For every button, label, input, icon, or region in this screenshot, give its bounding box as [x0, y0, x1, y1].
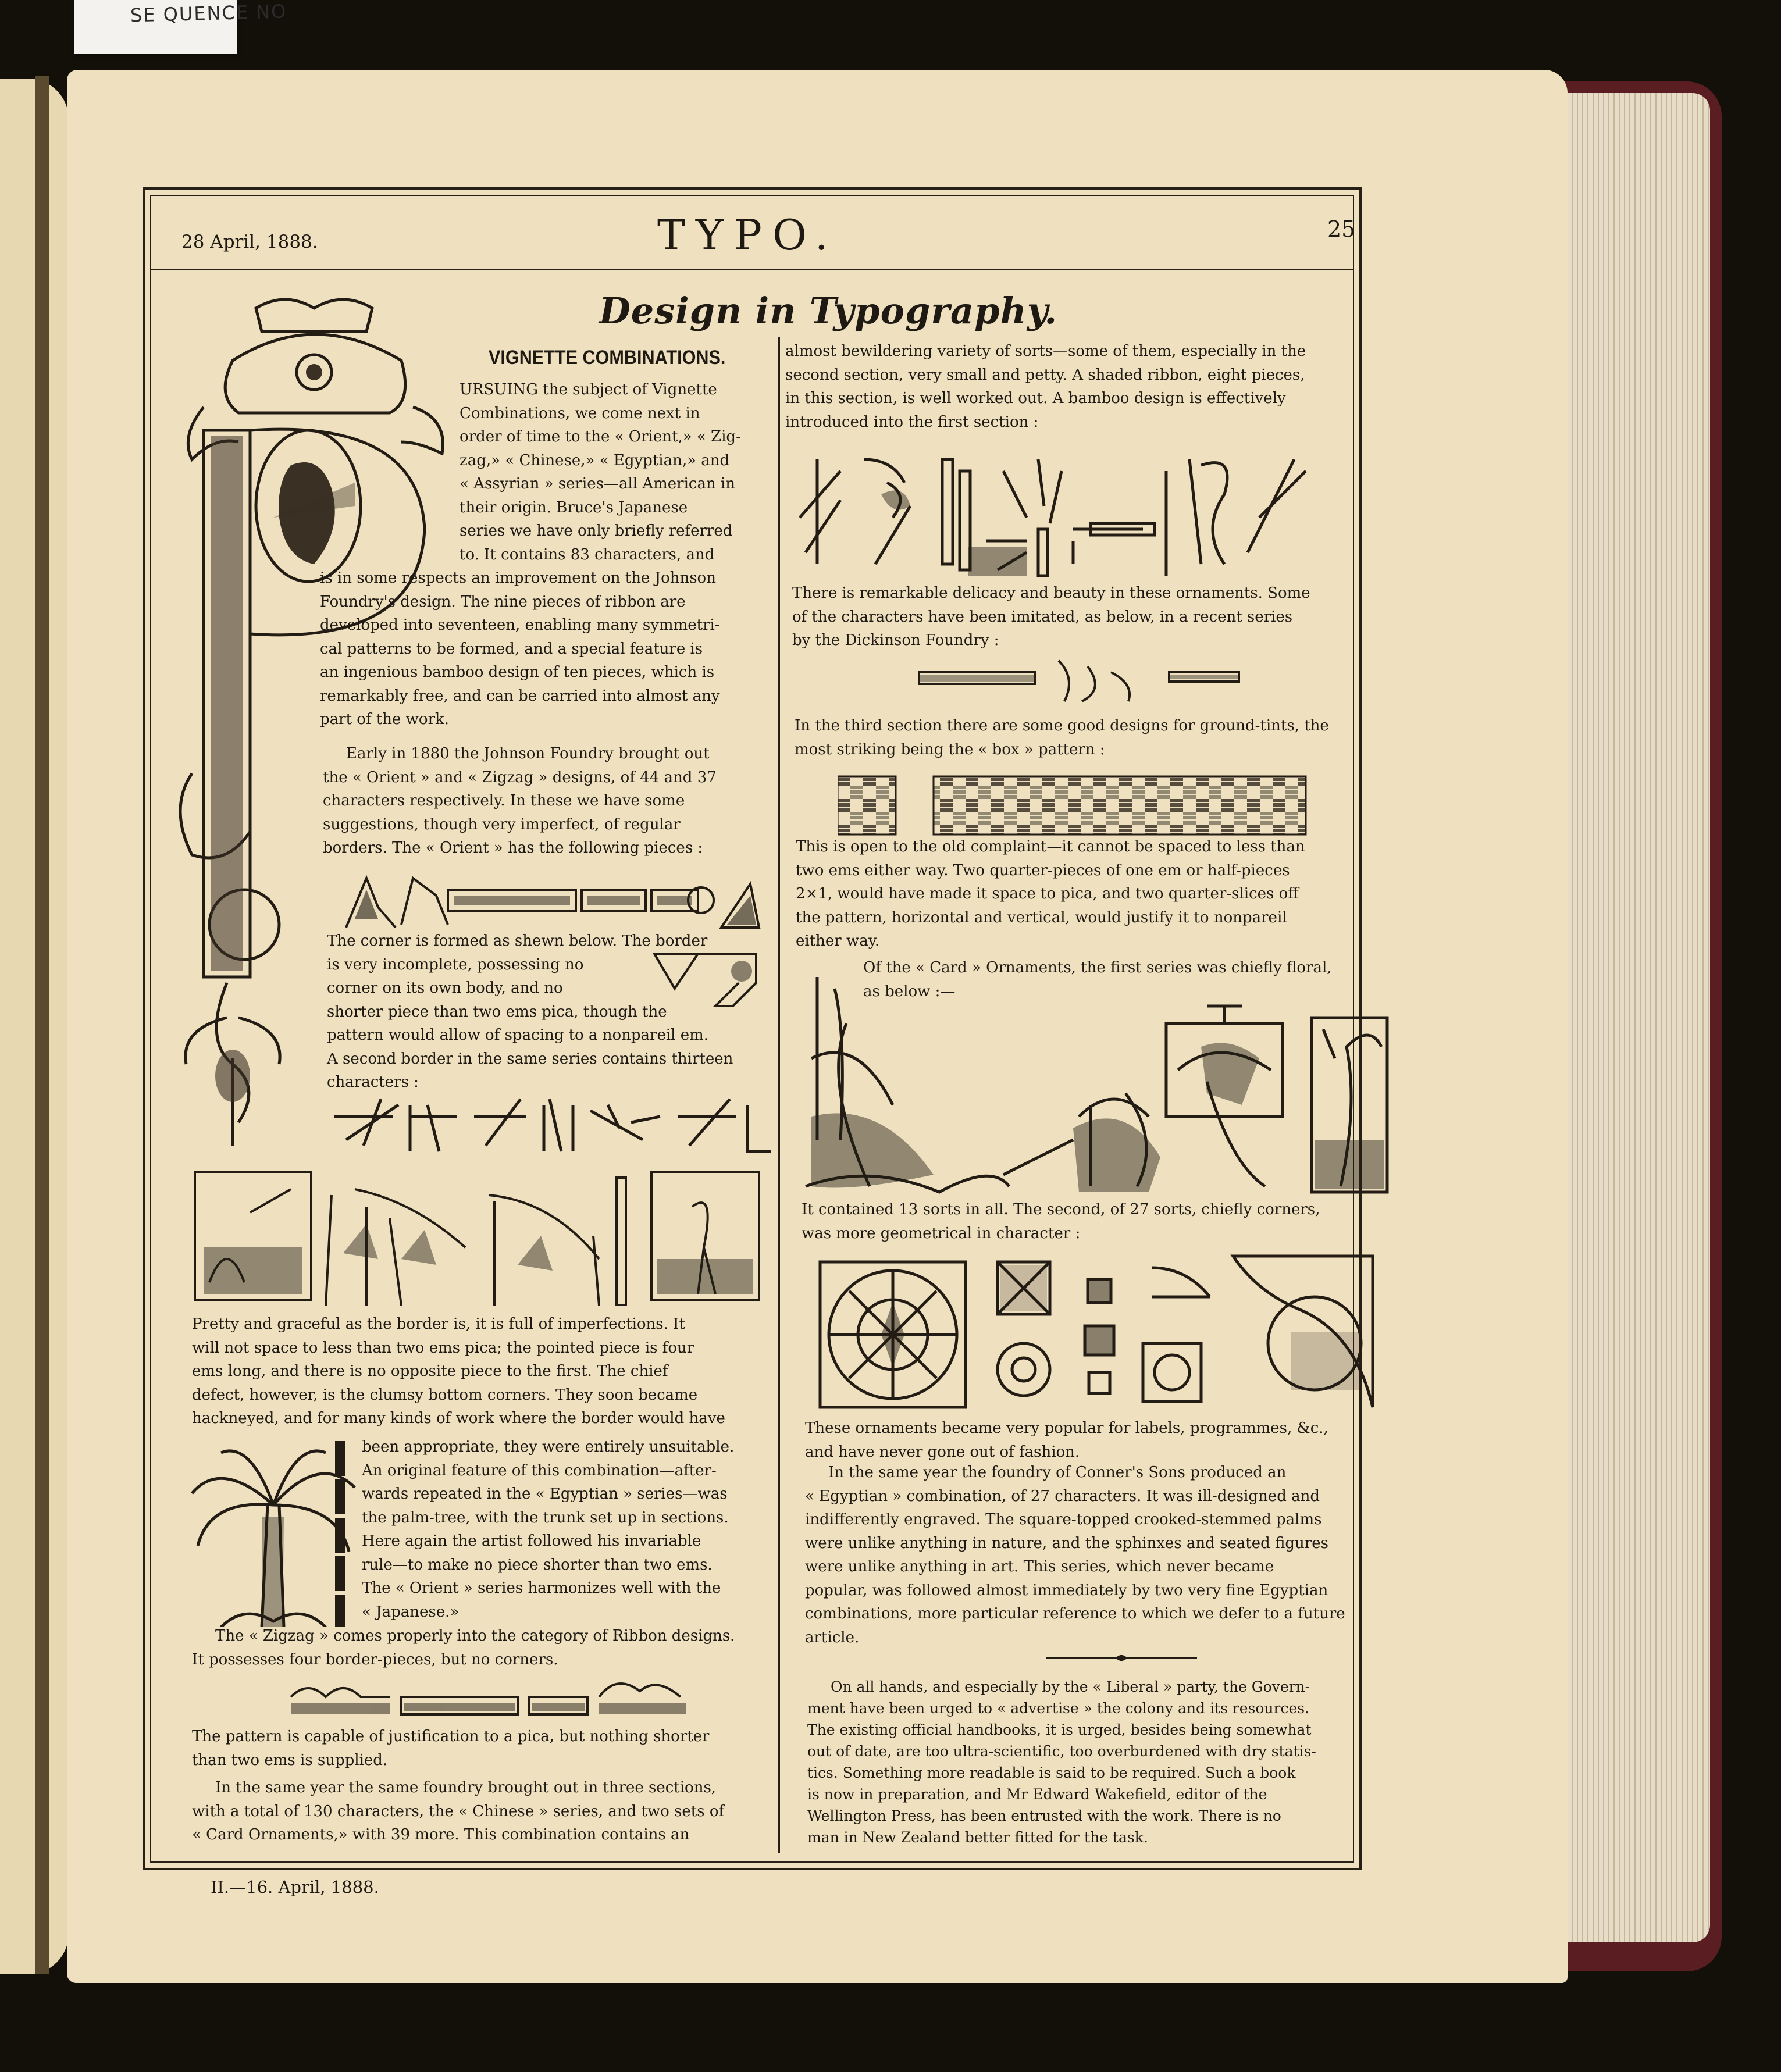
left-page-edge — [0, 79, 69, 1974]
footer-signature: II.—16. April, 1888. — [211, 1877, 379, 1897]
text-line: order of time to the « Orient,» « Zig- — [460, 428, 741, 445]
text-line: A second border in the same series contains thirteen — [327, 1050, 733, 1068]
col2-paragraph-3 — [795, 714, 1359, 761]
text-line: the pattern, horizontal and vertical, would justify it to nonpareil — [796, 908, 1287, 926]
text-line: Combinations, we come next in — [460, 404, 700, 422]
text-line: In the same year the same foundry brought out in three sections, — [215, 1779, 717, 1796]
text-line: and have never gone out of fashion. — [805, 1443, 1080, 1461]
col1-paragraph-7 — [192, 1725, 774, 1772]
text-line: an ingenious bamboo design of ten pieces, which is — [320, 664, 715, 681]
text-line: to. It contains 83 characters, and — [460, 545, 715, 564]
col1-paragraph-1-cont — [320, 566, 762, 732]
text-line: second section, very small and petty. A shaded ribbon, eight pieces, — [785, 366, 1305, 384]
card-ornaments-floral — [800, 965, 1393, 1198]
text-line: tics. Something more readable is said to be required. Such a book — [807, 1764, 1296, 1781]
text-line: pattern would allow of spacing to a nonpareil em. — [327, 1026, 709, 1044]
zigzag-border-pieces — [285, 1674, 692, 1720]
text-line: is very incomplete, possessing no — [327, 955, 584, 973]
text-line: suggestions, though very imperfect, of regular — [323, 815, 681, 833]
text-line: hackneyed, and for many kinds of work where the border would have — [192, 1410, 725, 1427]
text-line: their origin. Bruce's Japanese — [460, 498, 688, 516]
text-line: characters respectively. In these we have some — [323, 792, 685, 809]
text-line: zag,» « Chinese,» « Egyptian,» and — [460, 451, 730, 469]
text-line: The corner is formed as shewn below. The border — [327, 932, 708, 950]
japanese-bamboo-border — [329, 1093, 771, 1157]
text-line: remarkably free, and can be carried into almost any — [320, 687, 720, 705]
text-line: is in some respects an improvement on the Johnson — [320, 569, 716, 587]
col1-paragraph-8 — [192, 1776, 774, 1847]
col1-paragraph-5 — [362, 1435, 763, 1624]
text-line: was more geometrical in character : — [802, 1224, 1081, 1242]
text-line: The « Zigzag » comes properly into the category of Ribbon designs. — [215, 1627, 735, 1645]
text-line: characters : — [327, 1074, 419, 1091]
dickinson-bamboo-imitation — [913, 655, 1245, 707]
column-rule — [778, 337, 780, 1853]
article-title: Design in Typography. — [599, 290, 1058, 332]
text-line: URSUING the subject of Vignette — [460, 381, 717, 398]
book-gutter — [35, 76, 49, 1974]
section-divider — [1046, 1655, 1197, 1661]
text-line: series we have only briefly referred — [460, 522, 733, 540]
text-line: Here again the artist followed his invariable — [362, 1532, 701, 1550]
issue-date: 28 April, 1888. — [181, 231, 318, 252]
text-line: ems long, and there is no opposite piece to the first. The chief — [192, 1363, 668, 1380]
text-line: The « Orient » series harmonizes well with the — [362, 1579, 721, 1597]
text-line: Wellington Press, has been entrusted with the work. There is no — [807, 1807, 1281, 1824]
text-line: developed into seventeen, enabling many symmetri- — [320, 616, 720, 634]
text-line: defect, however, is the clumsy bottom corners. They soon became — [192, 1386, 698, 1404]
text-line: It possesses four border-pieces, but no corners. — [192, 1650, 558, 1668]
text-line: The pattern is capable of justification to a pica, but nothing shorter — [192, 1728, 710, 1745]
text-line: part of the work. — [320, 711, 450, 728]
col2-paragraph-2 — [792, 582, 1356, 652]
box-ground-tint-pattern — [838, 773, 1344, 837]
text-line: corner on its own body, and no — [327, 979, 563, 997]
text-line: « Egyptian » combination, of 27 characters. It was ill-designed and — [805, 1487, 1320, 1505]
text-line: introduced into the first section : — [785, 413, 1039, 431]
col1-paragraph-1 — [460, 378, 756, 566]
text-line: almost bewildering variety of sorts—some of them, especially in the — [785, 343, 1306, 360]
card-ornaments-geometric — [814, 1250, 1379, 1413]
text-line: been appropriate, they were entirely unsuitable. — [362, 1438, 735, 1456]
text-line: In the third section there are some good designs for ground-tints, the — [795, 717, 1329, 734]
text-line: as below :— — [863, 982, 956, 1000]
text-line: man in New Zealand better fitted for the task. — [807, 1829, 1148, 1846]
text-line: This is open to the old complaint—it cannot be spaced to less than — [796, 838, 1305, 855]
section-heading: VIGNETTE COMBINATIONS. — [489, 347, 726, 369]
text-line: will not space to less than two ems pica; the pointed piece is four — [192, 1339, 694, 1357]
text-line: rule—to make no piece shorter than two ems. — [362, 1556, 713, 1574]
text-line: These ornaments became very popular for labels, programmes, &c., — [805, 1420, 1328, 1437]
page-number: 25 — [1327, 216, 1356, 242]
text-line: most striking being the « box » pattern : — [795, 740, 1105, 758]
col2-paragraph-1 — [785, 340, 1355, 434]
orient-corner-piece — [651, 948, 762, 1012]
text-line: combinations, more particular reference to which we defer to a future — [805, 1605, 1345, 1622]
col1-paragraph-4 — [192, 1313, 774, 1431]
text-line: Pretty and graceful as the border is, it is full of imperfections. It — [192, 1315, 685, 1333]
masthead: TYPO. — [657, 211, 839, 259]
text-line: borders. The « Orient » has the following pieces : — [323, 839, 703, 857]
text-line: article. — [805, 1628, 860, 1646]
chinese-bamboo-ornaments — [794, 448, 1370, 582]
text-line: two ems either way. Two quarter-pieces of one em or half-pieces — [796, 861, 1290, 879]
text-line: than two ems is supplied. — [192, 1751, 388, 1769]
text-line: of the characters have been imitated, as below, in a recent series — [792, 608, 1293, 626]
text-line: shorter piece than two ems pica, though the — [327, 1003, 667, 1021]
text-line: There is remarkable delicacy and beauty in these ornaments. Some — [792, 584, 1310, 602]
text-line: An original feature of this combination—after- — [362, 1461, 717, 1479]
header-rule — [150, 269, 1354, 274]
text-line: « Assyrian » series—all American in — [460, 475, 736, 493]
text-line: Foundry's design. The nine pieces of ribbon are — [320, 593, 686, 611]
col2-paragraph-9 — [807, 1676, 1366, 1848]
japanese-corner-scenes — [192, 1166, 762, 1306]
text-line: « Japanese.» — [362, 1603, 460, 1621]
col2-paragraph-7 — [805, 1417, 1363, 1464]
paper-tab — [74, 0, 287, 54]
text-line: were unlike anything in art. This series, which never became — [805, 1558, 1274, 1575]
text-line: is now in preparation, and Mr Edward Wakefield, editor of the — [807, 1786, 1267, 1803]
text-line: indifferently engraved. The square-topped crooked-stemmed palms — [805, 1511, 1322, 1528]
text-line: Early in 1880 the Johnson Foundry brought out — [346, 745, 710, 762]
text-line: cal patterns to be formed, and a special feature is — [320, 640, 703, 658]
col1-paragraph-2 — [323, 742, 765, 860]
text-line: In the same year the foundry of Conner's Sons produced an — [828, 1464, 1287, 1481]
palm-trunk-sections — [334, 1441, 348, 1627]
text-line: either way. — [796, 932, 880, 950]
text-line: 2×1, would have made it space to pica, and two quarter-slices off — [796, 885, 1299, 903]
text-line: the palm-tree, with the trunk set up in sections. — [362, 1508, 729, 1527]
orient-border-pieces — [343, 872, 762, 930]
col2-paragraph-8 — [805, 1461, 1363, 1649]
text-line: were unlike anything in nature, and the sphinxes and seated figures — [805, 1534, 1328, 1552]
text-line: It contained 13 sorts in all. The second, of 27 sorts, chiefly corners, — [802, 1201, 1320, 1218]
col2-paragraph-4 — [796, 835, 1354, 953]
text-line: Of the « Card » Ornaments, the first series was chiefly floral, — [863, 959, 1332, 976]
text-line: with a total of 130 characters, the « Chinese » series, and two sets of — [192, 1802, 725, 1820]
text-line: out of date, are too ultra-scientific, too overburdened with dry statis- — [807, 1743, 1316, 1760]
text-line: the « Orient » and « Zigzag » designs, of 44 and 37 — [323, 768, 717, 786]
tab-label: SE QUENCE NO — [130, 0, 287, 27]
text-line: by the Dickinson Foundry : — [792, 632, 999, 649]
text-line: popular, was followed almost immediately by two very fine Egyptian — [805, 1581, 1328, 1599]
col2-paragraph-6 — [802, 1198, 1360, 1245]
col1-paragraph-6 — [192, 1624, 774, 1671]
text-line: wards repeated in the « Egyptian » series—was — [362, 1485, 728, 1503]
text-line: The existing official handbooks, it is urged, besides being somewhat — [807, 1721, 1312, 1738]
text-line: On all hands, and especially by the « Liberal » party, the Govern- — [831, 1678, 1310, 1695]
text-line: « Card Ornaments,» with 39 more. This combination contains an — [192, 1826, 690, 1843]
text-line: ment have been urged to « advertise » the colony and its resources. — [807, 1700, 1310, 1717]
text-line: in this section, is well worked out. A bamboo design is effectively — [785, 390, 1286, 407]
